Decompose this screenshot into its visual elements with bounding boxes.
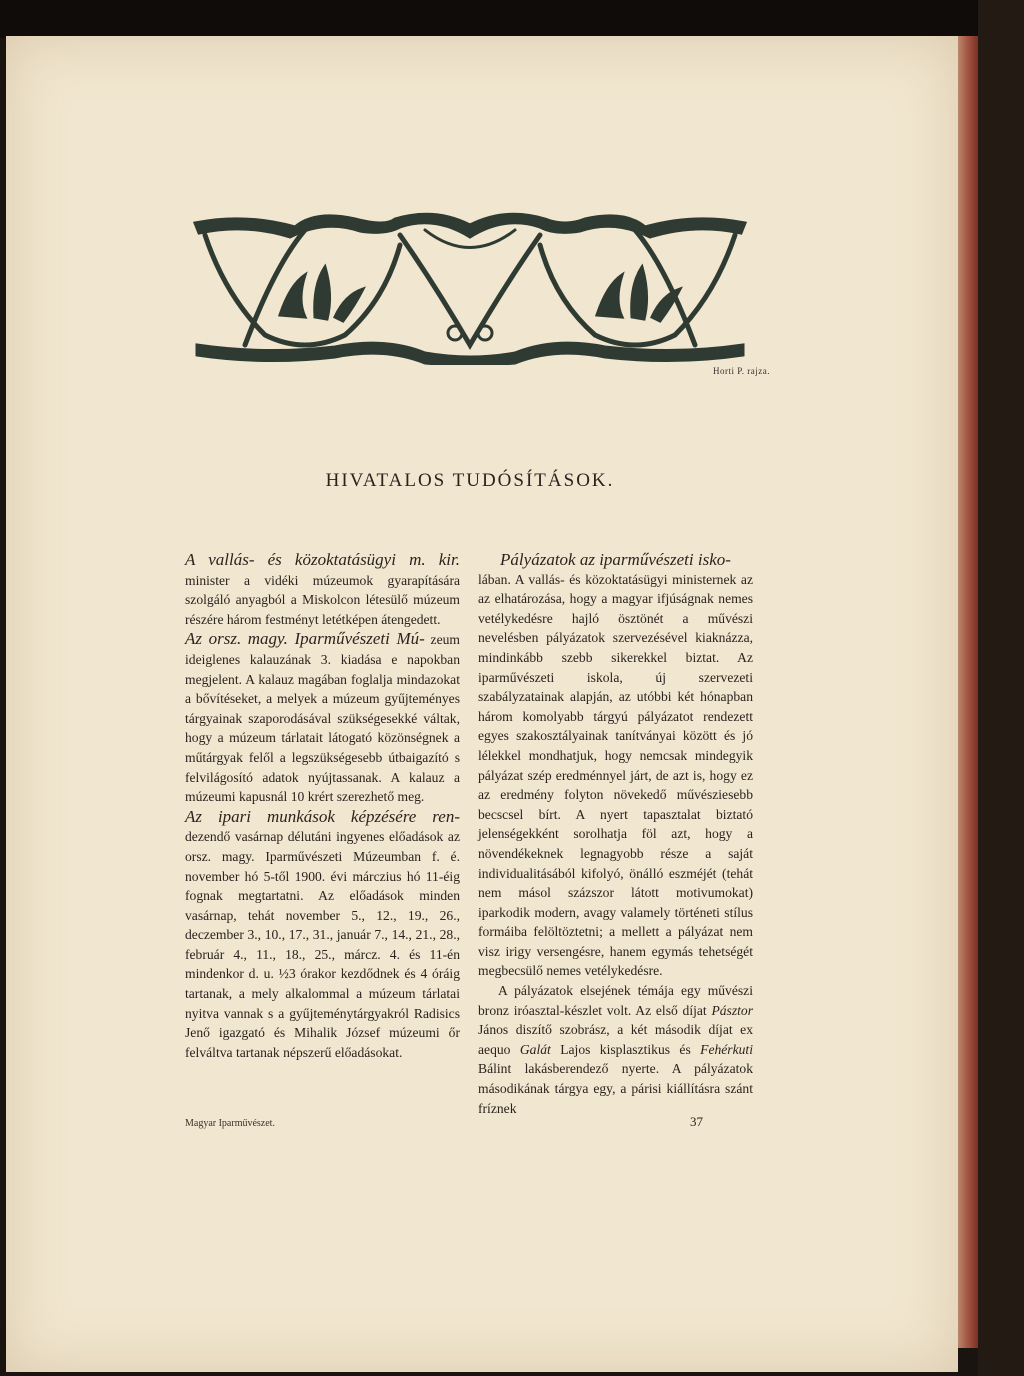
page-number: 37 [690, 1114, 703, 1129]
section-body: zeum ideiglenes kalauzának 3. kiadása e napokban megjelent. A kalauz magában foglalja mindazokat a bővítéseket, a melyek a múzeum gyűjteményes tárgyainak szaporodásával szükségesekké váltak, hogy a múzeum tárlatait látogató közönségnek a műtárgyak felől a legszükségesebb útbaigazító s felvilágosító adatok nyújtassanak. A kalauz a múzeumi kapusnál 10 krért szerezhető meg. [185, 632, 460, 805]
left-section-3 [185, 807, 460, 1063]
section-title: Pályázatok az iparművészeti isko- [500, 550, 731, 569]
section-body: minister a vidéki múzeumok gyarapítására szolgáló anyagból a Miskolcon létesülő múzeum részére három festményt letétképen átengedett. [185, 572, 460, 627]
scan-frame-top [0, 0, 1024, 38]
art-nouveau-ornament [185, 205, 755, 365]
right-paragraph-1: lában. A vallás- és közoktatásügyi ministernek az az elhatározása, hogy a magyar ifjúságnak nemes vetélykedésre hajló ösztönét a művészi nevelésben pályázatok szervezésével kiaknázza, mindinkább szebb sikerekkel biztat. Az iparművészeti iskola, új szervezeti szabályzatainak alapján, az utóbbi két hónapban három komolyabb tárgyú pályázatot rendezett egyes szakosztályainak tanítványai között és jó lélekkel mondhatjuk, hogy nemcsak mindegyik pályázat szép eredménnyel járt, de azt is, hogy ez az eredmény folyton növekedő művésziesebb becscsel bírt. A nyert tapasztalat biztató jelenségekként sorolhatja föl azt, hogy a növendékeknek legnagyobb része a saját individualitásából kifolyó, önálló eszméjét (tehát nem másol százszor látott motivumokat) iparkodik modern, avagy valamely történeti stílus formáiba felöltöztetni; a mellett a pályázat nem visz irigy versengésre, hanem egymás tehetségét megbecsülő nemes vetélykedésre. [478, 571, 753, 979]
left-column [185, 550, 460, 1062]
section-title: A vallás- és közoktatásügyi m. kir. [185, 550, 460, 569]
right-column [478, 550, 753, 1118]
section-title: Az orsz. magy. Iparművészeti Mú- [185, 629, 425, 649]
left-section-1 [185, 550, 460, 629]
person-name: Fehérkuti [700, 1041, 753, 1057]
section-headline: HIVATALOS TUDÓSÍTÁSOK. [325, 470, 615, 491]
left-section-2 [185, 629, 460, 806]
section-body: dezendő vasárnap délutáni ingyenes előadások az orsz. magy. Iparművészeti Múzeumban f. é. november hó 5-től 1900. évi márczius hó 11-éig fognak megtartatni. Az előadások minden vasárnap, tehát november 5., 12., 19., 26., deczember 3., 10., 17., 31., január 7., 14., 21., 28., február 4., 11., 18., 25., márcz. 4. és 11-én mindenkor d. u. ½3 órakor kezdődnek és 4 óráig tartanak, a mely alkalommal a múzeum tárlatai nyitva vannak s a gyűjteménytárgyakról Radisics Jenő igazgató és Mihalik József múzeumi őr felváltva tartanak népszerű előadásokat. [185, 829, 460, 1060]
person-name: Galát [519, 1041, 551, 1057]
person-name: Pásztor [711, 1002, 753, 1018]
scan-frame-right [978, 0, 1024, 1376]
right-paragraph-2: A pályázatok elsejének témája egy művészi bronz iróasztal-készlet volt. Az első díjat Pásztor János diszítő szobrász, a két második díjat ex aequo Galát Lajos kisplasztikus és Fehérkuti Bálint lakásberendező nyerte. A pályázatok másodikának tárgya egy, a párisi kiállításra szánt fríznek [478, 983, 753, 1116]
ornament-credit: Horti P. rajza. [713, 366, 770, 376]
journal-name: Magyar Iparművészet. [185, 1118, 275, 1129]
section-title: Az ipari munkások képzésére ren- [185, 806, 460, 826]
book-edge [958, 36, 978, 1348]
